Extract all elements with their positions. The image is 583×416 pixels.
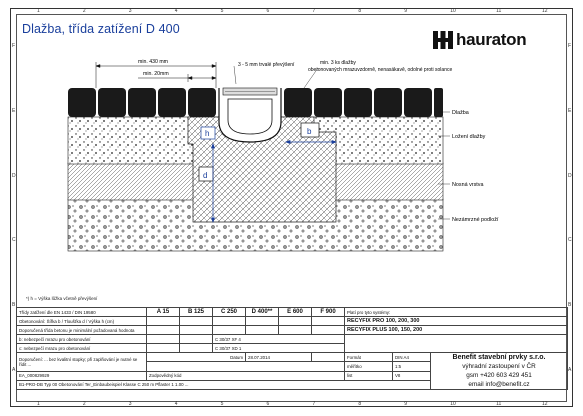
border-letter-left: B [12,302,16,308]
border-number-bottom: 3 [128,401,132,407]
footnote: *) h = Výška lůžka včetně převýšení [26,296,98,301]
company-email: email info@benefit.cz [468,381,530,388]
row-surround-label: Obetonování: Šířka b / Tloušťka d / Výška h (cm) [17,317,147,326]
border-number-top: 7 [312,8,316,14]
border-number-bottom: 1 [36,401,40,407]
border-number-bottom: 4 [174,401,178,407]
row-frost-1: b: nebezpečí mrazu pro obetonování [17,335,147,344]
brand-name: hauraton [456,30,527,49]
system-label: Platí pro tyto systémy: [345,308,568,317]
border-number-bottom: 2 [82,401,86,407]
scale-value: 1:5 [393,362,431,371]
system-pro: RECYFIX PRO 100, 200, 300 [345,317,568,326]
company-role: výhradní zastoupení v ČR [462,363,536,370]
border-letter-left: D [12,172,16,179]
border-letter-left: A [12,366,16,373]
border-number-bottom: 5 [220,401,224,407]
border-number-top: 4 [174,8,178,14]
format-label: Formát [345,353,393,362]
dim-min-430-label: min. 430 mm [138,59,168,65]
border-number-top: 8 [358,8,362,14]
border-letter-right: B [568,302,572,308]
dim-min-20-label: min. 20mm [143,71,169,77]
row-concrete-class-label: Doporučená třída betonu je minimální požadovaná hodnota [17,326,147,335]
border-number-top: 3 [128,8,132,14]
datum-value: 28.07.2014 [246,353,312,362]
installation-drawing [18,44,563,294]
drainage-channel [219,88,281,142]
class-e600: E 600 [279,308,312,317]
rev-label: list [345,371,393,380]
title-block [16,307,568,390]
border-number-bottom: 11 [496,401,502,407]
border-number-bottom: 8 [358,401,362,407]
class-b125: B 125 [180,308,213,317]
border-number-bottom: 7 [312,401,316,407]
border-letter-left: E [12,108,16,114]
class-c250: C 250 [213,308,246,317]
border-number-top: 9 [404,8,408,14]
class-d400: D 400** [246,308,279,317]
annotation-pavers-1: min. 3 ks dlažby [320,60,356,66]
author-label: Zodpovědný kód [147,371,345,380]
border-number-bottom: 12 [542,401,548,407]
system-plus: RECYFIX PLUS 100, 150, 200 [345,326,568,335]
border-letter-left: C [12,237,16,244]
layer-label-nosna: Nosná vrstva [452,182,484,188]
layer-label-podlozi: Nezámrzné podloží [452,217,499,223]
company-phone: gsm +420 603 429 451 [466,372,532,379]
row-recommendation: Doporučení: ... bez kvalitní stopky; při zaplňování je nutné se řídit ... [17,353,147,372]
dim-h-label: h [205,129,210,138]
annotation-pavers-2: obetonovaných mrazuvzdorně, nenasákavě, odolné proti solance [308,67,453,73]
border-letter-right: C [568,237,572,244]
class-a15: A 15 [147,308,180,317]
file-path: B1-PRO-DB Typ 00 Obetonování Ter_Einbaubeispiel Klasse C 250 m Pflaster 1 1.00 ... [17,380,431,389]
datum-label: Datum [213,353,246,362]
border-number-bottom: 6 [266,401,270,407]
pavers-left [68,88,216,117]
rev-value: V8 [393,371,431,380]
border-number-top: 12 [542,8,548,14]
format-value: DIN A4 [393,353,431,362]
scale-label: měřítko [345,362,393,371]
row-load-class-label: Třídy zatížení dle EN 1433 / DIN 19580 [17,308,147,317]
company-block [431,353,568,390]
border-letter-right: A [568,366,572,373]
company-name: Benefit stavební prvky s.r.o. [452,354,546,361]
border-number-top: 10 [450,8,456,14]
annotation-gap: 3 - 5 mm trvalé převýšení [238,62,295,68]
dim-b-label: b [307,127,312,136]
concrete-xd1: C 30/37 XD 1 [213,344,345,353]
concrete-xf4: C 30/37 XF 4 [213,335,345,344]
border-number-top: 6 [266,8,270,14]
border-number-top: 11 [496,8,502,14]
border-number-bottom: 9 [404,401,408,407]
border-letter-right: E [568,108,572,114]
class-f900: F 900 [312,308,345,317]
border-letter-left: F [12,43,16,50]
border-number-top: 1 [36,8,40,14]
border-letter-right: D [568,172,572,179]
border-number-bottom: 10 [450,401,456,407]
border-number-top: 5 [220,8,224,14]
border-letter-right: F [568,43,572,50]
layer-label-dlazba: Dlažba [452,110,469,116]
sheet-title: Dlažba, třída zatížení D 400 [22,22,180,36]
dim-d-label: d [203,171,208,180]
row-frost-2: c: nebezpečí mrazu pro obetonování [17,344,147,353]
layer-label-lozeni: Ložení dlažby [452,134,486,140]
pavers-right [284,88,443,117]
drawing-number: EA_000829929 [17,371,147,380]
border-number-top: 2 [82,8,86,14]
